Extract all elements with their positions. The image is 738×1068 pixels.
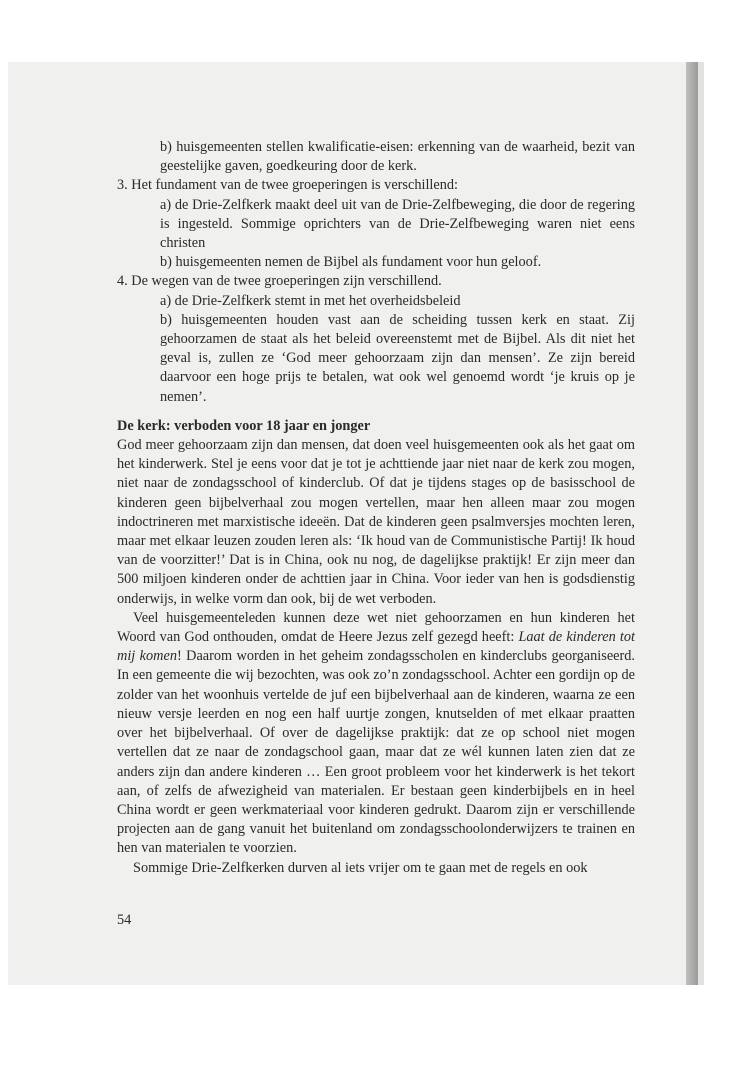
paragraph-2-start: Veel huisgemeenteleden kunnen deze wet niet gehoorzamen en hun kinderen het Woord van God onthouden, omdat de Heere Jezus zelf gezegd heeft: — [117, 609, 635, 646]
list-item-3a: a) de Drie-Zelfkerk maakt deel uit van de Drie-Zelfbeweging, die door de regering is ingesteld. Sommige oprichters van de Drie-Zelfbeweging waren niet eens christen — [160, 196, 635, 252]
list-item-4b: b) huisgemeenten houden vast aan de scheiding tussen kerk en staat. Zij gehoorzamen de staat als het beleid overeenstemt met de Bijbel. Als dit niet het geval is, zullen ze ‘God meer gehoorzaam zijn dan mensen’. Ze zijn bereid daarvoor een hoge prijs te betalen, wat ook wel genoemd wordt ‘je kruis op je nemen’. — [160, 311, 635, 405]
page-text — [117, 138, 635, 878]
list-item-4: 4. De wegen van de twee groeperingen zijn verschillend. — [117, 273, 442, 290]
paragraph-2 — [117, 609, 635, 859]
paragraph-1: God meer gehoorzaam zijn dan mensen, dat doen veel huisgemeenten ook als het gaat om het kinderwerk. Stel je eens voor dat je tot je achttiende jaar niet naar de kerk zou mogen, niet naar de zondagsschool of kinderclub. Of dat je tijdens stages op de basisschool de kinderen geen bijbelverhaal zou mogen vertellen, maar hen alleen maar zou mogen indoctrineren met marxistische ideeën. Dat de kinderen geen psalmversjes mochten leren, maar met elkaar leuzen zouden leren als: ‘Ik houd van de Communistische Partij! Ik houd van de voorzitter!’ Dat is in China, ook nu nog, de dagelijkse praktijk! Er zijn meer dan 500 miljoen kinderen onder de achttien jaar in China. Voor ieder van hen is godsdienstig onderwijs, in welke vorm dan ook, bij de wet verboden. — [117, 437, 635, 607]
list-item-3: 3. Het fundament van de twee groeperingen is verschillend: — [117, 177, 459, 194]
page-spine-shadow — [686, 62, 698, 985]
bible-quote: Laat de kinderen tot mij komen — [117, 629, 635, 665]
list-item-2b: b) huisgemeenten stellen kwalificatie-eisen: erkenning van de waarheid, bezit van geestelijke gaven, goedkeuring door de kerk. — [160, 139, 635, 175]
section-heading: De kerk: verboden voor 18 jaar en jonger — [117, 417, 371, 434]
list-item-4a: a) de Drie-Zelfkerk stemt in met het overheidsbeleid — [160, 292, 461, 309]
paragraph-2-rest: ! Daarom worden in het geheim zondagsscholen en kinderclubs georganiseerd. In een gemeente die wij bezochten, was ook zo’n zondagsschool. Achter een gordijn op de zolder van het woonhuis vertelde de juf een bijbelverhaal aan de kinderen, waarna ze een nieuw versje leerden en nog een half uurtje zongen, knutselden of met elkaar praatten over het bijbelverhaal. Of over de dagelijkse praktijk: dat ze op school niet mogen vertellen dat ze naar de zondagschool gaan, maar dat ze wél kunnen laten zien dat ze anders zijn dan andere kinderen … Een groot probleem voor het kinderwerk is het tekort aan, of zelfs de afwezigheid van materialen. Er bestaan geen kinderbijbels en in heel China wordt er geen werkmateriaal voor kinderen gedrukt. Daarom zijn er verschillende projecten aan de gang vanuit het buitenland om zondagsschoolonderwijzers te trainen en hen van materialen te voorzien. — [117, 648, 635, 857]
page-edge — [698, 62, 704, 985]
list-item-3b: b) huisgemeenten nemen de Bijbel als fundament voor hun geloof. — [160, 254, 542, 271]
page-number: 54 — [117, 912, 132, 928]
paragraph-3: Sommige Drie-Zelfkerken durven al iets vrijer om te gaan met de regels en ook — [133, 859, 588, 876]
